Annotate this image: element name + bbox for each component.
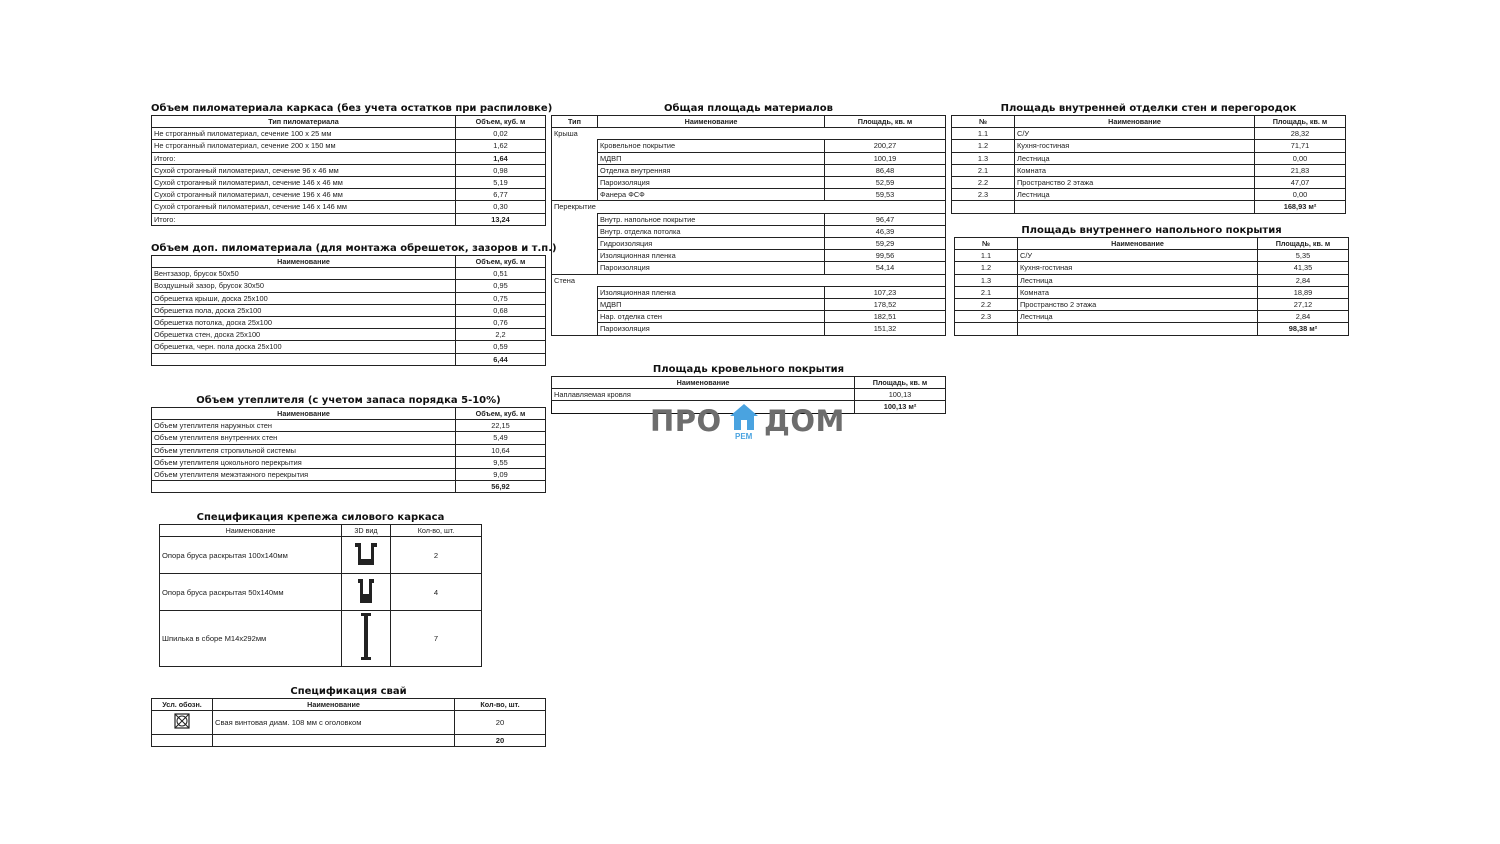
insulation-title: Объем утеплителя (с учетом запаса порядка 5-10%): [196, 395, 501, 406]
table-row: Обрешетка, черн. пола доска 25х100 0,59: [152, 341, 546, 353]
table-row: Фанера ФСФ 59,53: [552, 189, 946, 201]
materials-area-section: [551, 102, 946, 336]
table-row: Гидроизоляция 59,29: [552, 238, 946, 250]
table-row: Изоляционная пленка 99,56: [552, 250, 946, 262]
table-row: Сухой строганный пиломатериал, сечение 146 х 46 мм 5,19: [152, 177, 546, 189]
lumber-frame-section: [151, 102, 553, 226]
table-row: 1.1 С/У 28,32: [952, 128, 1346, 140]
col-header: Наименование: [152, 408, 456, 420]
table-row: Обрешетка пола, доска 25х100 0,68: [152, 304, 546, 316]
col-header: Площадь, кв. м: [855, 377, 946, 389]
table-row: Пароизоляция 54,14: [552, 262, 946, 274]
pro-dom-logo: [650, 400, 850, 444]
col-header: Тип: [552, 116, 598, 128]
table-row: Свая винтовая диам. 108 мм с оголовком 20: [152, 711, 546, 735]
col-header: 3D вид: [342, 525, 391, 537]
table-row: Нар. отделка стен 182,51: [552, 311, 946, 323]
table-row: 20: [152, 735, 546, 747]
materials-area-table: [551, 115, 946, 336]
table-row: Внутр. напольное покрытие 96,47: [552, 213, 946, 225]
table-row: Сухой строганный пиломатериал, сечение 96 х 46 мм 0,98: [152, 164, 546, 176]
table-row: Обрешетка потолка, доска 25х100 0,76: [152, 317, 546, 329]
floor-covering-section: [954, 224, 1349, 336]
table-row: Сухой строганный пиломатериал, сечение 146 х 146 мм 0,30: [152, 201, 546, 213]
col-header: Наименование: [598, 116, 825, 128]
roofing-area-title: Площадь кровельного покрытия: [652, 364, 845, 375]
table-row: 2.2 Пространство 2 этажа 47,07: [952, 177, 1346, 189]
table-row: Кровельное покрытие 200,27: [552, 140, 946, 152]
table-row: Обрешетка стен, доска 25х100 2,2: [152, 329, 546, 341]
extra-lumber-section: [151, 242, 557, 366]
group-row: Перекрытие: [552, 201, 946, 213]
col-header: Усл. обозн.: [152, 699, 213, 711]
col-header: Тип пиломатериала: [152, 116, 456, 128]
col-header: Объем, куб. м: [456, 116, 546, 128]
extra-lumber-table: [151, 255, 546, 366]
table-row: 1.3 Лестница 0,00: [952, 152, 1346, 164]
table-row: 1.2 Кухня-гостиная 41,35: [955, 262, 1349, 274]
logo-text-left: ПРО: [650, 404, 722, 438]
insulation-section: [151, 394, 546, 493]
lumber-frame-table: [151, 115, 546, 226]
table-row: Объем утеплителя стропильной системы 10,64: [152, 444, 546, 456]
col-header: Наименование: [552, 377, 855, 389]
floor-covering-table: [954, 237, 1349, 336]
col-header: Наименование: [1018, 238, 1258, 250]
table-row: Шпилька в сборе М14х292мм 7: [160, 611, 482, 667]
table-row: Объем утеплителя цокольного перекрытия 9,55: [152, 456, 546, 468]
table-row: Опора бруса раскрытая 50х140мм 4: [160, 574, 482, 611]
bracket-50x140-icon: [351, 576, 381, 606]
fasteners-section: [159, 511, 482, 667]
col-header: Площадь, кв. м: [825, 116, 946, 128]
table-row: 2.1 Комната 21,83: [952, 164, 1346, 176]
table-row: 1.2 Кухня-гостиная 71,71: [952, 140, 1346, 152]
table-row: 2.2 Пространство 2 этажа 27,12: [955, 299, 1349, 311]
piles-title: Спецификация свай: [290, 686, 407, 697]
wall-finish-section: [951, 102, 1346, 214]
table-row: 2.3 Лестница 2,84: [955, 311, 1349, 323]
floor-covering-title: Площадь внутреннего напольного покрытия: [1021, 225, 1282, 236]
table-row: Воздушный зазор, брусок 30х50 0,95: [152, 280, 546, 292]
table-row: Не строганный пиломатериал, сечение 200 х 150 мм 1,62: [152, 140, 546, 152]
col-header: Площадь, кв. м: [1258, 238, 1349, 250]
table-row: МДВП 178,52: [552, 299, 946, 311]
table-row: Объем утеплителя межэтажного перекрытия 9,09: [152, 469, 546, 481]
logo-text-right: ДОМ: [764, 404, 845, 438]
table-row: Вентзазор, брусок 50х50 0,51: [152, 268, 546, 280]
wall-finish-title: Площадь внутренней отделки стен и перегородок: [1000, 103, 1297, 114]
table-row: Внутр. отделка потолка 46,39: [552, 225, 946, 237]
table-row: Не строганный пиломатериал, сечение 100 х 25 мм 0,02: [152, 128, 546, 140]
table-row: МДВП 100,19: [552, 152, 946, 164]
table-row: 2.1 Комната 18,89: [955, 286, 1349, 298]
table-row: 1.3 Лестница 2,84: [955, 274, 1349, 286]
table-row: 100,13 м²: [552, 401, 946, 413]
group-row: Крыша: [552, 128, 946, 140]
threaded-rod-icon: [356, 611, 376, 663]
bracket-100x140-icon: [351, 539, 381, 569]
table-row: Отделка внутренняя 86,48: [552, 164, 946, 176]
col-header: №: [955, 238, 1018, 250]
materials-area-title: Общая площадь материалов: [664, 103, 833, 114]
insulation-table: [151, 407, 546, 493]
table-row: 6,44: [152, 353, 546, 365]
table-row: Объем утеплителя наружных стен 22,15: [152, 420, 546, 432]
lumber-frame-title: Объем пиломатериала каркаса (без учета остатков при распиловке): [151, 103, 553, 114]
col-header: Наименование: [160, 525, 342, 537]
extra-lumber-title: Объем доп. пиломатериала (для монтажа обрешеток, зазоров и т.п.): [151, 243, 557, 254]
col-header: Наименование: [213, 699, 455, 711]
col-header: Кол-во, шт.: [455, 699, 546, 711]
table-row: Наплавляемая кровля 100,13: [552, 389, 946, 401]
col-header: Наименование: [152, 256, 456, 268]
table-row: Объем утеплителя внутренних стен 5,49: [152, 432, 546, 444]
table-row: Пароизоляция 151,32: [552, 323, 946, 335]
col-header: Объем, куб. м: [456, 256, 546, 268]
col-header: Наименование: [1015, 116, 1255, 128]
piles-section: [151, 685, 546, 747]
col-header: №: [952, 116, 1015, 128]
col-header: Площадь, кв. м: [1255, 116, 1346, 128]
table-row: Обрешетка крыши, доска 25х100 0,75: [152, 292, 546, 304]
table-row: 98,38 м²: [955, 323, 1349, 335]
table-row: 2.3 Лестница 0,00: [952, 189, 1346, 201]
table-row: Изоляционная пленка 107,23: [552, 286, 946, 298]
group-row: Стена: [552, 274, 946, 286]
col-header: Кол-во, шт.: [391, 525, 482, 537]
table-row: Пароизоляция 52,59: [552, 177, 946, 189]
table-row: 1.1 С/У 5,35: [955, 250, 1349, 262]
table-row: Итого: 13,24: [152, 213, 546, 225]
table-row: Итого: 1,64: [152, 152, 546, 164]
pile-symbol-icon: [174, 713, 190, 729]
table-row: 168,93 м²: [952, 201, 1346, 213]
col-header: Объем, куб. м: [456, 408, 546, 420]
table-row: 56,92: [152, 481, 546, 493]
fasteners-title: Спецификация крепежа силового каркаса: [196, 512, 445, 523]
piles-table: [151, 698, 546, 747]
house-icon: [728, 402, 760, 432]
fasteners-table: [159, 524, 482, 667]
wall-finish-table: [951, 115, 1346, 214]
table-row: Опора бруса раскрытая 100х140мм 2: [160, 537, 482, 574]
table-row: Сухой строганный пиломатериал, сечение 196 х 46 мм 6,77: [152, 189, 546, 201]
logo-subtext: РЕМ: [735, 432, 753, 441]
